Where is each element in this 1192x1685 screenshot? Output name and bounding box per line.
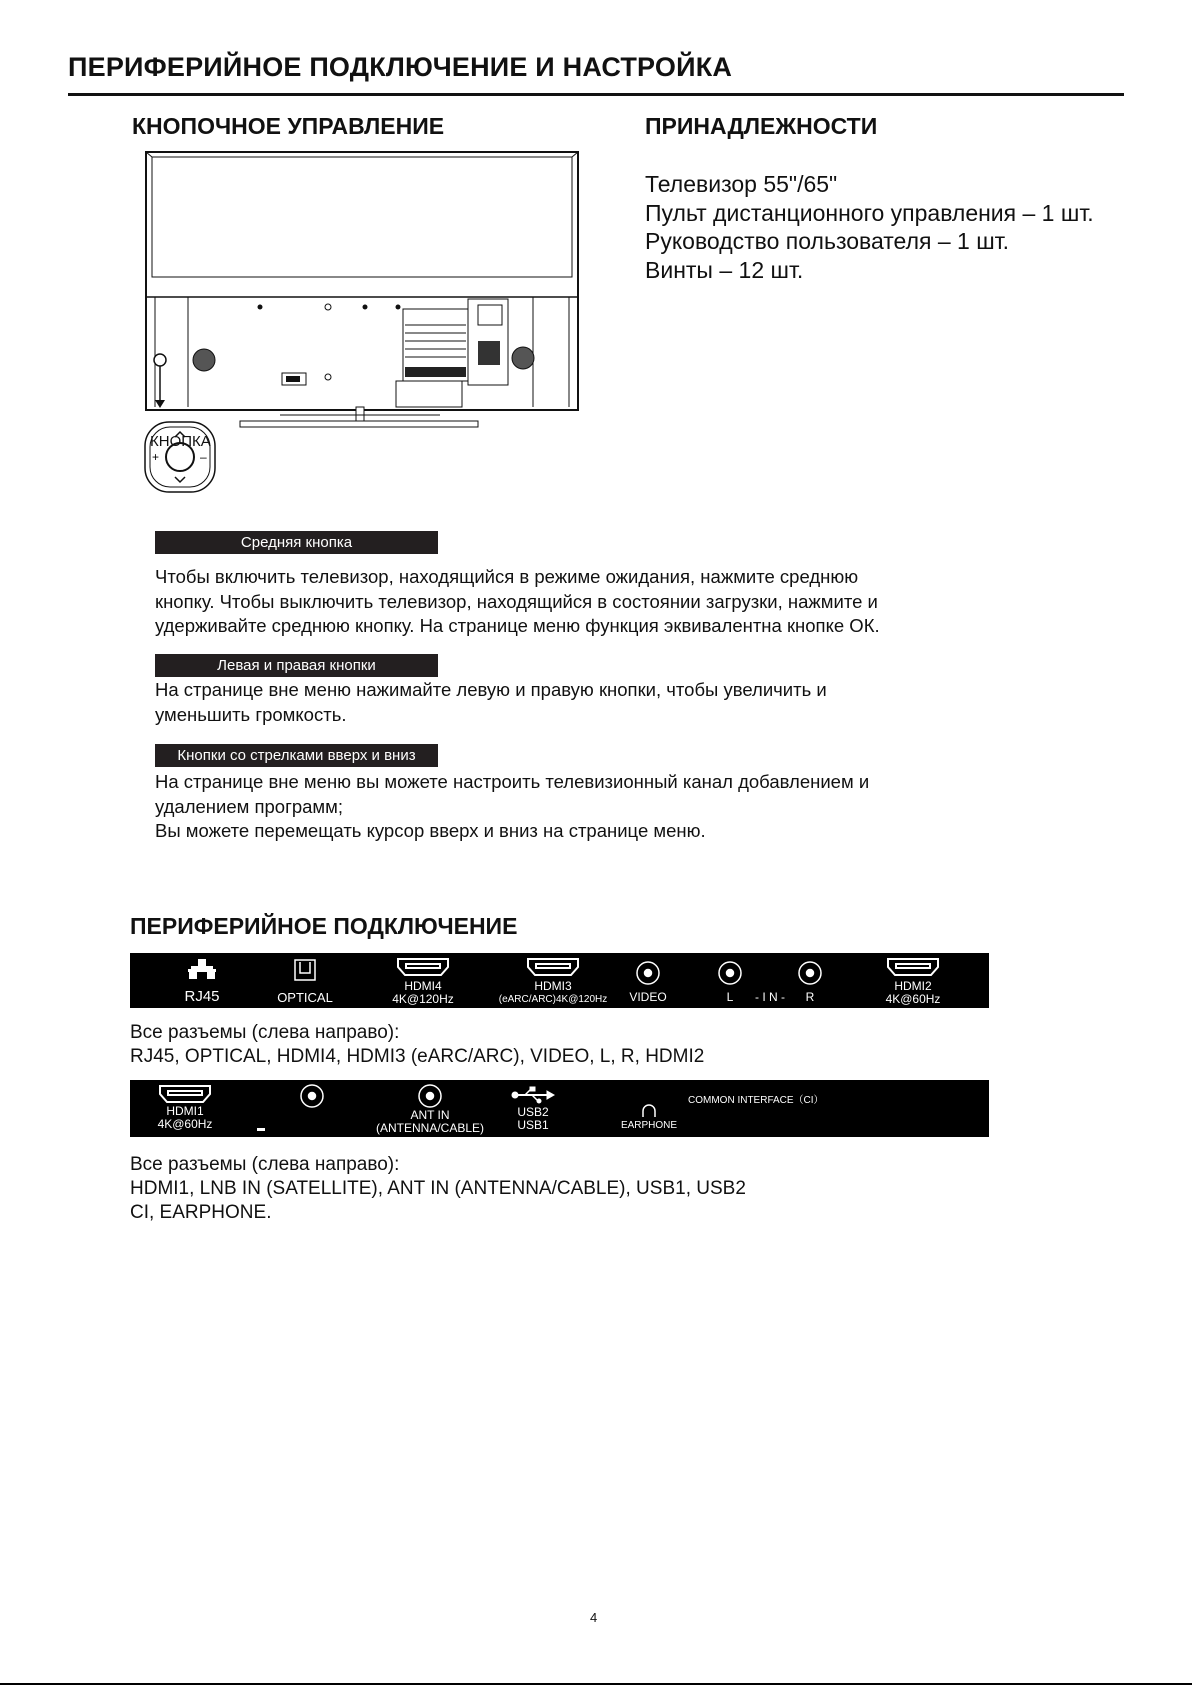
svg-text:–: – (200, 450, 207, 464)
tv-rear-diagram (130, 145, 600, 515)
connector-panel-bottom (130, 1080, 989, 1137)
up-down-text (155, 770, 1055, 844)
title-rule (68, 93, 1124, 96)
text-line: Чтобы включить телевизор, находящийся в режиме ожидания, нажмите среднюю (155, 566, 859, 587)
text-line: На странице вне меню нажимайте левую и правую кнопки, чтобы увеличить и (155, 679, 827, 700)
accessory-item: Винты – 12 шт. (645, 256, 804, 283)
label-hdmi3 (488, 980, 618, 1006)
accessories-heading: ПРИНАДЛЕЖНОСТИ (645, 113, 878, 139)
text-line: удерживайте среднюю кнопку. На странице меню функция эквивалентна кнопке ОК. (155, 615, 880, 636)
tag-up-down-buttons: Кнопки со стрелками вверх и вниз (155, 744, 438, 767)
label-usb2: USB2 (517, 1105, 549, 1119)
label-ant-name: ANT IN (410, 1108, 450, 1122)
label-hdmi1-name: HDMI1 (166, 1104, 204, 1118)
label-hdmi3-sub: (eARC/ARC)4K@120Hz (498, 994, 608, 1005)
label-usb1: USB1 (517, 1118, 549, 1132)
label-hdmi2 (873, 980, 953, 1006)
label-ant-sub: (ANTENNA/CABLE) (375, 1121, 485, 1135)
label-l: L (726, 990, 734, 1004)
label-hdmi4-sub: 4K@120Hz (392, 992, 454, 1006)
label-hdmi4-name: HDMI4 (404, 979, 442, 993)
label-hdmi2-name: HDMI2 (894, 979, 932, 993)
small-indicator (257, 1128, 265, 1131)
hdmi1-icon (160, 1086, 210, 1102)
label-earphone: EARPHONE (620, 1120, 678, 1131)
hdmi2-icon (888, 959, 938, 975)
label-r: R (805, 990, 815, 1004)
page-title: ПЕРИФЕРИЙНОЕ ПОДКЛЮЧЕНИЕ И НАСТРОЙКА (68, 52, 733, 82)
optical-icon (295, 960, 315, 980)
rj45-icon (188, 959, 216, 979)
label-common-interface: COMMON INTERFACE（CI） (688, 1095, 824, 1106)
buttons-heading: КНОПОЧНОЕ УПРАВЛЕНИЕ (132, 113, 445, 139)
label-hdmi1-sub: 4K@60Hz (157, 1117, 213, 1131)
page-number: 4 (590, 1610, 598, 1625)
text-line: HDMI1, LNB IN (SATELLITE), ANT IN (ANTENNA/CABLE), USB1, USB2 (130, 1178, 746, 1199)
svg-text:+: + (152, 450, 160, 464)
tag-left-right-buttons: Левая и правая кнопки (155, 654, 438, 677)
panel1-description (130, 1021, 704, 1069)
label-hdmi3-name: HDMI3 (534, 979, 572, 993)
label-in: - I N - (755, 990, 785, 1004)
text-line: CI, EARPHONE. (130, 1202, 272, 1223)
text-line: Все разъемы (слева направо): (130, 1022, 400, 1043)
label-optical: OPTICAL (277, 990, 333, 1005)
video-jack-icon (637, 962, 659, 984)
accessory-item: Пульт дистанционного управления – 1 шт. (645, 199, 1094, 226)
accessory-item: Телевизор 55"/65" (645, 171, 838, 197)
audio-r-jack-icon (799, 962, 821, 984)
label-hdmi4 (383, 980, 463, 1006)
accessory-item: Руководство пользователя – 1 шт. (645, 228, 1010, 254)
text-line: уменьшить громкость. (155, 703, 347, 725)
text-line: удалением программ; (155, 795, 343, 817)
text-line: RJ45, OPTICAL, HDMI4, HDMI3 (eARC/ARC), VIDEO, L, R, HDMI2 (130, 1046, 705, 1067)
label-hdmi1 (145, 1105, 225, 1131)
lnb-jack-icon (301, 1085, 323, 1107)
accessories-list (645, 170, 1094, 284)
label-video: VIDEO (629, 990, 667, 1004)
text-line: На странице вне меню вы можете настроить телевизионный канал добавлением и (155, 771, 870, 792)
text-line: Все разъемы (слева направо): (130, 1154, 400, 1175)
ant-jack-icon (419, 1085, 441, 1107)
panel2-description (130, 1153, 746, 1225)
label-usb (503, 1106, 563, 1132)
audio-l-jack-icon (719, 962, 741, 984)
connector-panel-top (130, 953, 989, 1008)
text-line: кнопку. Чтобы выключить телевизор, находящийся в состоянии загрузки, нажмите и (155, 590, 878, 612)
earphone-icon (643, 1105, 655, 1117)
connections-heading: ПЕРИФЕРИЙНОЕ ПОДКЛЮЧЕНИЕ (130, 913, 518, 939)
middle-button-text (155, 565, 1055, 639)
hdmi4-icon (398, 959, 448, 975)
label-ant-in (370, 1109, 490, 1135)
button-label: КНОПКА (150, 433, 211, 450)
label-rj45: RJ45 (184, 988, 220, 1005)
tag-middle-button: Средняя кнопка (155, 531, 438, 554)
hdmi3-icon (528, 959, 578, 975)
text-line: Вы можете перемещать курсор вверх и вниз на странице меню. (155, 820, 706, 841)
label-hdmi2-sub: 4K@60Hz (885, 992, 941, 1006)
left-right-text (155, 678, 1055, 727)
usb-icon (512, 1087, 554, 1103)
